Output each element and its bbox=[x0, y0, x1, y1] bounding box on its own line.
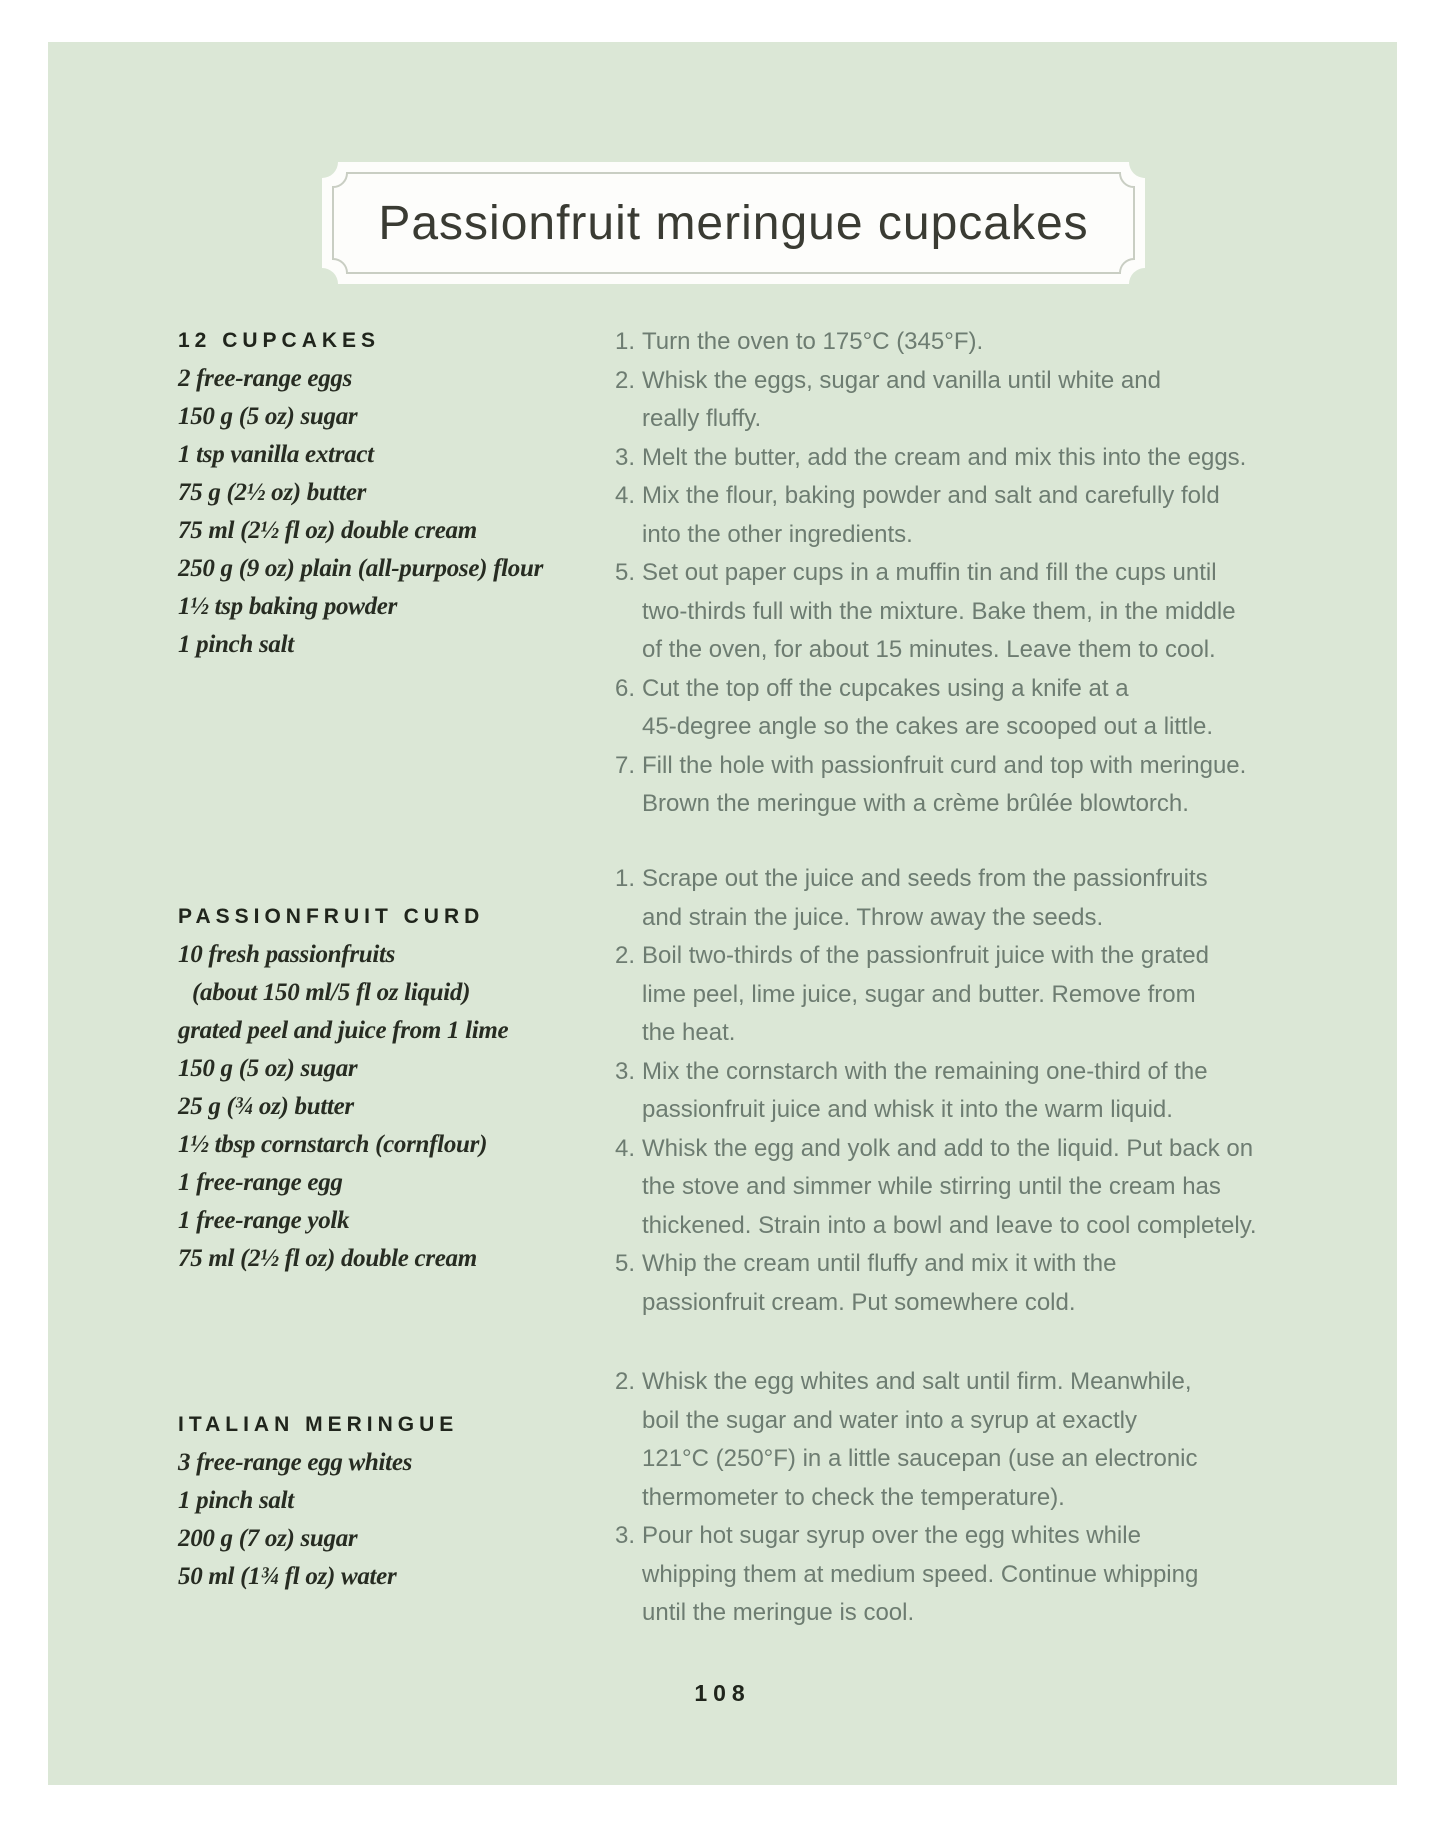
step-line: and strain the juice. Throw away the seeds. bbox=[642, 903, 1104, 931]
ingredient-item: 75 g (2½ oz) butter bbox=[178, 479, 367, 506]
step-group-cupcakes bbox=[615, 323, 1246, 824]
step-number: 1. bbox=[615, 865, 636, 892]
ingredient-item: 10 fresh passionfruits bbox=[178, 941, 396, 968]
step-line: of the oven, for about 15 minutes. Leave them to cool. bbox=[642, 636, 1216, 663]
ingredient-item: 150 g (5 oz) sugar bbox=[178, 403, 358, 430]
step-number: 2. bbox=[615, 366, 636, 394]
step-line: passionfruit juice and whisk it into the warm liquid. bbox=[642, 1096, 1173, 1123]
step-item bbox=[615, 1245, 1257, 1322]
step-number: 3. bbox=[615, 443, 636, 471]
step-group-italian-meringue bbox=[615, 1363, 1198, 1633]
step-line: Mix the flour, baking powder and salt and carefully fold bbox=[642, 482, 1220, 509]
ingredient-item: 1 tsp vanilla extract bbox=[178, 441, 374, 468]
step-line: Scrape out the juice and seeds from the passionfruits bbox=[642, 865, 1208, 892]
step-group-passionfruit-curd bbox=[615, 860, 1257, 1322]
step-line: whipping them at medium speed. Continue whipping bbox=[642, 1560, 1199, 1588]
step-line: passionfruit cream. Put somewhere cold. bbox=[642, 1288, 1076, 1316]
step-number: 4. bbox=[615, 1134, 636, 1162]
step-number: 5. bbox=[615, 559, 636, 586]
ingredient-item: 1½ tbsp cornstarch (cornflour) bbox=[178, 1131, 488, 1158]
ingredient-item: 1 free-range yolk bbox=[178, 1207, 350, 1234]
ingredient-item: 25 g (¾ oz) butter bbox=[178, 1093, 354, 1120]
ingredient-group-cupcakes bbox=[178, 322, 543, 664]
step-line: Melt the butter, add the cream and mix this into the eggs. bbox=[642, 443, 1247, 471]
step-line: really fluffy. bbox=[642, 405, 762, 432]
ingredient-item: 2 free-range eggs bbox=[178, 365, 353, 392]
ingredient-item: (about 150 ml/5 fl oz liquid) bbox=[192, 979, 471, 1006]
ingredient-group-passionfruit-curd bbox=[178, 898, 508, 1278]
step-number: 3. bbox=[615, 1522, 636, 1549]
step-item bbox=[615, 439, 1246, 478]
step-item bbox=[615, 747, 1246, 824]
ingredient-item: 75 ml (2½ fl oz) double cream bbox=[178, 517, 477, 544]
step-item bbox=[615, 937, 1257, 1053]
step-line: Fill the hole with passionfruit curd and top with meringue. bbox=[642, 751, 1247, 779]
step-item bbox=[615, 1517, 1198, 1633]
step-number: 4. bbox=[615, 482, 636, 509]
step-line: Set out paper cups in a muffin tin and fill the cups until bbox=[642, 559, 1217, 586]
ingredient-item: 3 free-range egg whites bbox=[178, 1449, 413, 1476]
step-line: thickened. Strain into a bowl and leave to cool completely. bbox=[642, 1211, 1257, 1239]
step-number: 6. bbox=[615, 674, 636, 702]
ingredient-item: 150 g (5 oz) sugar bbox=[178, 1055, 358, 1082]
step-item bbox=[615, 670, 1246, 747]
step-line: 121°C (250°F) in a little saucepan (use an electronic bbox=[642, 1445, 1198, 1472]
step-line: the heat. bbox=[642, 1019, 736, 1046]
step-item bbox=[615, 554, 1246, 670]
step-line: Cut the top off the cupcakes using a knife at a bbox=[642, 674, 1129, 702]
step-item bbox=[615, 323, 1246, 362]
step-line: Whisk the egg whites and salt until firm. Meanwhile, bbox=[642, 1368, 1192, 1395]
title-plaque bbox=[322, 162, 1145, 284]
page-title: Passionfruit meringue cupcakes bbox=[378, 196, 1089, 250]
ingredient-item: 1 pinch salt bbox=[178, 631, 294, 658]
step-line: the stove and simmer while stirring until the cream has bbox=[642, 1173, 1221, 1200]
ingredient-item: grated peel and juice from 1 lime bbox=[178, 1017, 509, 1044]
step-number: 2. bbox=[615, 1368, 636, 1395]
step-item bbox=[615, 362, 1246, 439]
step-line: Whisk the eggs, sugar and vanilla until white and bbox=[642, 366, 1161, 394]
step-line: thermometer to check the temperature). bbox=[642, 1483, 1065, 1511]
ingredient-item: 1½ tsp baking powder bbox=[178, 593, 398, 620]
ingredient-item: 75 ml (2½ fl oz) double cream bbox=[178, 1245, 477, 1272]
step-number: 5. bbox=[615, 1250, 636, 1277]
ingredient-item: 1 pinch salt bbox=[178, 1487, 294, 1514]
step-line: two-thirds full with the mixture. Bake them, in the middle bbox=[642, 597, 1236, 625]
step-line: 45-degree angle so the cakes are scooped out a little. bbox=[642, 713, 1214, 740]
ingredient-item: 50 ml (1¾ fl oz) water bbox=[178, 1563, 397, 1590]
step-line: lime peel, lime juice, sugar and butter. Remove from bbox=[642, 980, 1196, 1008]
step-line: Turn the oven to 175°C (345°F). bbox=[642, 328, 984, 355]
step-number: 1. bbox=[615, 328, 636, 355]
step-item bbox=[615, 1363, 1198, 1517]
step-item bbox=[615, 477, 1246, 554]
step-item bbox=[615, 1130, 1257, 1246]
step-number: 2. bbox=[615, 942, 636, 969]
step-item bbox=[615, 860, 1257, 937]
step-line: into the other ingredients. bbox=[642, 520, 913, 548]
step-line: Boil two-thirds of the passionfruit juice with the grated bbox=[642, 942, 1209, 969]
recipe-page bbox=[48, 42, 1397, 1785]
ingredient-group-italian-meringue bbox=[178, 1406, 458, 1596]
ingredient-item: 1 free-range egg bbox=[178, 1169, 343, 1196]
step-line: until the meringue is cool. bbox=[642, 1599, 915, 1626]
step-number: 3. bbox=[615, 1057, 636, 1085]
step-line: Pour hot sugar syrup over the egg whites while bbox=[642, 1522, 1141, 1549]
step-item bbox=[615, 1053, 1257, 1130]
step-line: Whip the cream until fluffy and mix it with the bbox=[642, 1250, 1117, 1277]
ingredient-group-header: PASSIONFRUIT CURD bbox=[178, 905, 485, 928]
step-line: boil the sugar and water into a syrup at exactly bbox=[642, 1406, 1137, 1434]
step-line: Mix the cornstarch with the remaining one-third of the bbox=[642, 1057, 1208, 1085]
ingredient-group-header: 12 CUPCAKES bbox=[178, 329, 381, 352]
ingredient-group-header: ITALIAN MERINGUE bbox=[178, 1413, 459, 1436]
ingredient-item: 200 g (7 oz) sugar bbox=[178, 1525, 358, 1552]
step-number: 7. bbox=[615, 751, 636, 779]
step-line: Brown the meringue with a crème brûlée blowtorch. bbox=[642, 790, 1189, 817]
page-number: 108 bbox=[694, 1680, 751, 1706]
ingredient-item: 250 g (9 oz) plain (all-purpose) flour bbox=[178, 555, 544, 582]
step-line: Whisk the egg and yolk and add to the liquid. Put back on bbox=[642, 1134, 1254, 1162]
